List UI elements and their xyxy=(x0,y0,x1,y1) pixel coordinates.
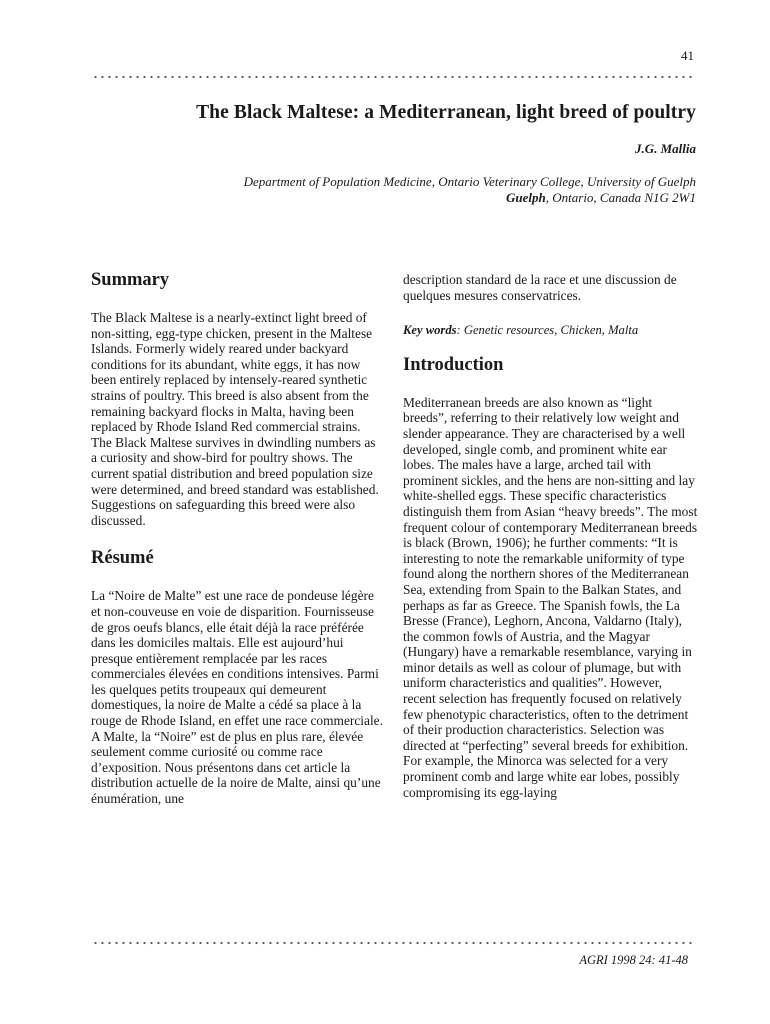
left-column xyxy=(91,268,383,807)
keywords-text: : Genetic resources, Chicken, Malta xyxy=(456,323,639,338)
summary-text: The Black Maltese is a nearly-extinct light breed of non-sitting, egg-type chicken, present in the Maltese Islands. Formerly widely reared under backyard conditions for its abundant, white eggs, it has now been entirely replaced by intensely-reared synthetic strains of poultry. This breed is also absent from the remaining backyard flocks in Malta, having been replaced by Rhode Island Red commercial strains. The Black Maltese survives in dwindling numbers as a curiosity and show-bird for poultry shows. The current spatial distribution and breed population size were determined, and breed standard was established. Suggestions on safeguarding this breed were also discussed. xyxy=(91,310,379,528)
footer-citation: AGRI 1998 24: 41-48 xyxy=(579,953,688,967)
article-title: The Black Maltese: a Mediterranean, light breed of poultry xyxy=(196,102,696,123)
introduction-heading: Introduction xyxy=(403,354,504,375)
top-dotted-rule xyxy=(92,74,696,80)
resume-text-continued: description standard de la race et une discussion de quelques mesures conservatrices. xyxy=(403,272,677,303)
keywords xyxy=(403,323,698,339)
bottom-dotted-rule xyxy=(92,940,696,946)
affiliation-line-2 xyxy=(92,190,696,206)
affiliation xyxy=(92,174,696,206)
summary-heading: Summary xyxy=(91,270,170,290)
page-number: 41 xyxy=(681,48,694,63)
resume-text: La “Noire de Malte” est une race de pondeuse légère et non-couveuse en voie de disparition. Fournisseuse de gros oeufs blancs, elle était déjà la race préférée dans les domiciles maltais. Elle est aujourd’hui presque entièrement remplacée par les races commerciales élevées en conditions intensives. Parmi les quelques petits troupeaux qui demeurent domestiques, la noire de Malte a cédé sa place à la rouge de Rhode Island, en effet une race commerciale. A Malte, la “Noire” est de plus en plus rare, élevée seulement comme curiosité ou comme race d’exposition. Nous présentons dans cet article la distribution actuelle de la noire de Malte, ainsi qu’une énumération, une xyxy=(91,588,383,807)
affiliation-city: Guelph xyxy=(506,190,546,205)
right-column xyxy=(403,272,698,800)
affiliation-rest: , Ontario, Canada N1G 2W1 xyxy=(545,190,696,205)
affiliation-line-1: Department of Population Medicine, Ontario Veterinary College, University of Guelph xyxy=(243,174,696,189)
introduction-text: Mediterranean breeds are also known as “light breeds”, referring to their relatively low weight and slender appearance. They are characterised by a well developed, single comb, and prominent white ear lobes. The males have a large, arched tail with prominent sickles, and the hens are non-sitting and lay white-shelled eggs. These specific characteristics distinguish them from Asian “heavy breeds”. The most frequent colour of contemporary Mediterranean breeds is black (Brown, 1906); he further comments: “It is interesting to note the remarkable uniformity of type found along the northern shores of the Mediterranean Sea, extending from Spain to the Balkan States, and perhaps as far as Greece. The Spanish fowls, the La Bresse (France), Leghorn, Ancona, Valdarno (Italy), the common fowls of Austria, and the Magyar (Hungary) have a remarkable resemblance, varying in minor details as well as colour of plumage, but with uniform characteristics and qualities”. However, recent selection has frequently focused on relatively few phenotypic characteristics, often to the detriment of their production characteristics. Selection was directed at “perfecting” several breeds for exhibition. For example, the Minorca was selected for a very prominent comb and large white ear lobes, possibly compromising its egg-laying xyxy=(403,394,698,800)
keywords-label: Key words xyxy=(403,323,457,338)
resume-heading: Résumé xyxy=(91,548,154,569)
author-name: J.G. Mallia xyxy=(634,141,696,156)
